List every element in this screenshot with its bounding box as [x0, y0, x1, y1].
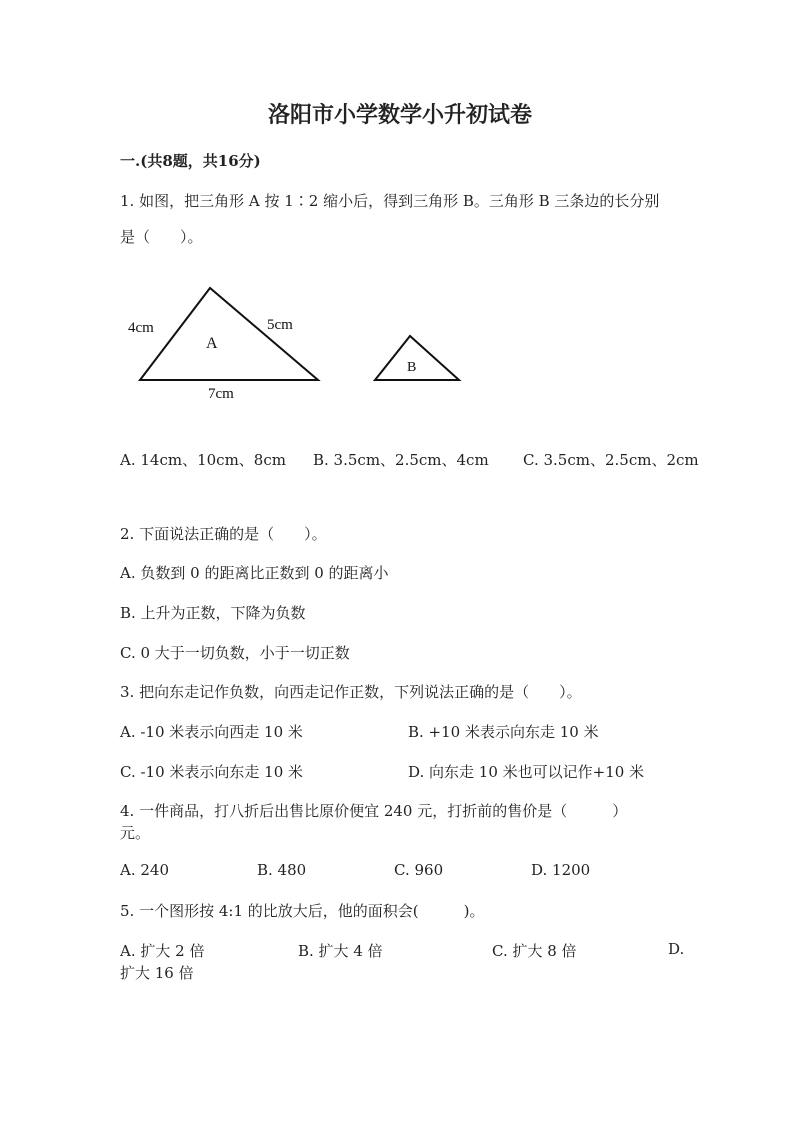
section-heading: 一.(共8题，共16分) — [120, 152, 261, 170]
triangle-a-label: A — [206, 335, 218, 352]
question-5-option-a: A. 扩大 2 倍 — [120, 942, 205, 960]
question-1-option-b: B. 3.5cm、2.5cm、4cm — [313, 451, 489, 469]
question-3-option-b: B. +10 米表示向东走 10 米 — [408, 723, 599, 741]
triangles-diagram — [120, 280, 480, 410]
question-5-option-d: D. — [668, 940, 685, 958]
triangle-b — [375, 336, 459, 380]
page-title: 洛阳市小学数学小升初试卷 — [267, 102, 532, 128]
question-2-option-a: A. 负数到 0 的距离比正数到 0 的距离小 — [120, 564, 389, 582]
question-5-option-c: C. 扩大 8 倍 — [492, 942, 577, 960]
triangle-a-base-label: 7cm — [208, 386, 234, 402]
question-4-option-d: D. 1200 — [531, 861, 591, 879]
question-1-stem-line2: 是（ ）。 — [120, 228, 203, 246]
question-1-option-c: C. 3.5cm、2.5cm、2cm — [523, 451, 699, 469]
question-5-option-d-text: 扩大 16 倍 — [120, 964, 194, 982]
triangle-a-left-side-label: 4cm — [128, 320, 154, 336]
question-4-option-c: C. 960 — [394, 861, 444, 879]
triangle-a-right-side-label: 5cm — [267, 317, 293, 333]
question-3-option-c: C. -10 米表示向东走 10 米 — [120, 763, 304, 781]
question-1-stem-line1: 1. 如图，把三角形 A 按 1∶2 缩小后，得到三角形 B。三角形 B 三条边的长分别 — [120, 192, 660, 210]
triangle-b-label: B — [407, 360, 417, 375]
question-2-option-c: C. 0 大于一切负数，小于一切正数 — [120, 644, 350, 662]
question-4-stem-line2: 元。 — [120, 824, 151, 842]
question-2-stem: 2. 下面说法正确的是（ ）。 — [120, 525, 327, 543]
question-4-option-b: B. 480 — [257, 861, 307, 879]
question-5-option-b: B. 扩大 4 倍 — [298, 942, 383, 960]
question-2-option-b: B. 上升为正数，下降为负数 — [120, 604, 306, 622]
question-3-option-a: A. -10 米表示向西走 10 米 — [120, 723, 303, 741]
question-4-option-a: A. 240 — [120, 861, 169, 879]
question-4-stem-line1: 4. 一件商品，打八折后出售比原价便宜 240 元，打折前的售价是（ ） — [120, 802, 628, 820]
triangle-a — [140, 288, 318, 380]
triangle-figure — [120, 280, 480, 414]
question-3-option-d: D. 向东走 10 米也可以记作+10 米 — [408, 763, 645, 781]
question-5-stem: 5. 一个图形按 4:1 的比放大后，他的面积会( )。 — [120, 902, 485, 920]
question-3-stem: 3. 把向东走记作负数，向西走记作正数，下列说法正确的是（ ）。 — [120, 683, 582, 701]
question-1-option-a: A. 14cm、10cm、8cm — [120, 451, 286, 469]
